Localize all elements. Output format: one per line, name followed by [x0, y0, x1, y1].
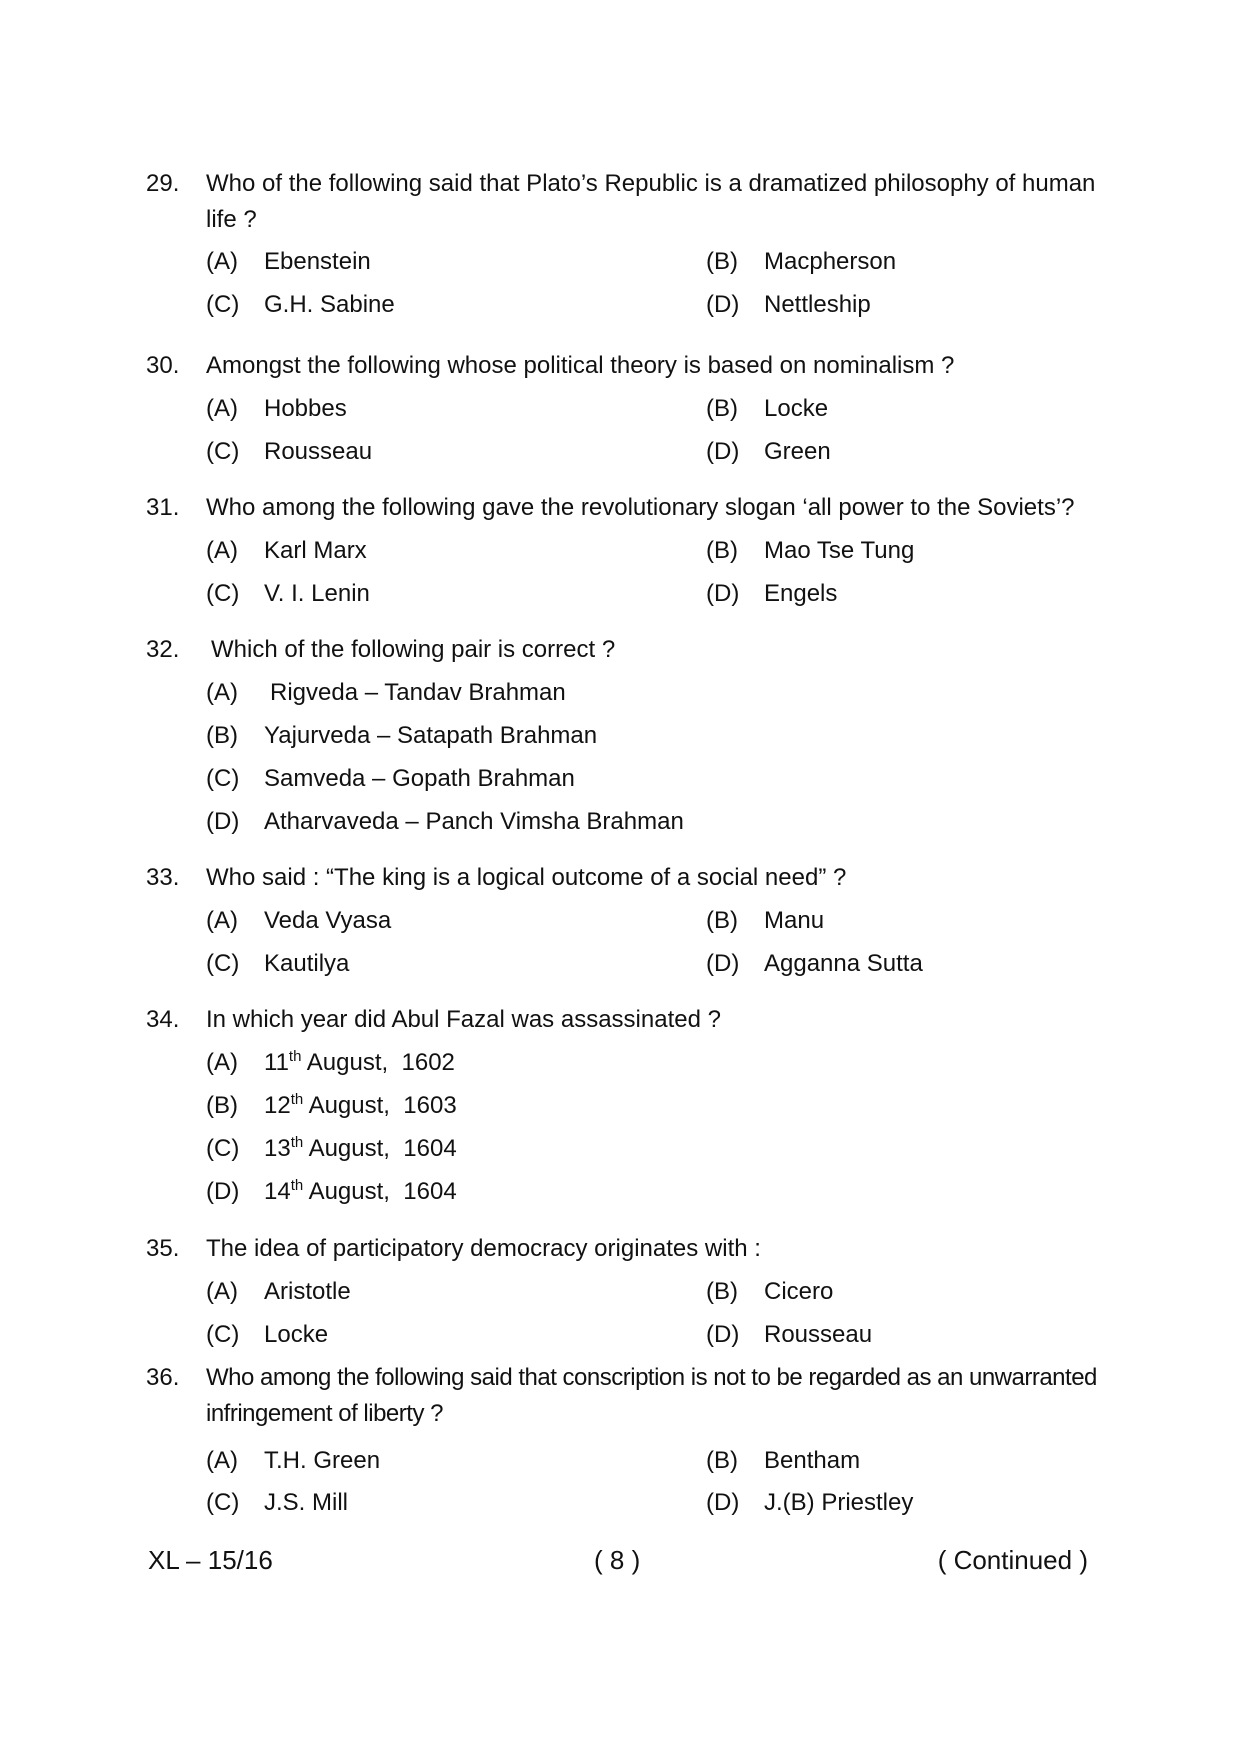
page-number: ( 8 ) — [594, 1545, 641, 1575]
question-number: 31. — [146, 494, 180, 521]
question-number: 36. — [146, 1364, 180, 1391]
paper-code: XL – 15/16 — [148, 1545, 273, 1575]
question-number: 30. — [146, 352, 180, 379]
question-text: Amongst the following whose political theory is based on nominalism ? — [206, 352, 955, 379]
question-text: In which year did Abul Fazal was assassinated ? — [206, 1006, 721, 1033]
question-number: 35. — [146, 1235, 180, 1262]
question-number: 33. — [146, 864, 180, 891]
question-number: 34. — [146, 1006, 180, 1033]
question-text: Who of the following said that Plato’s Republic is a dramatized philosophy of human life ? — [206, 170, 1096, 233]
continued-label: ( Continued ) — [937, 1545, 1088, 1575]
question-text: Who among the following gave the revolutionary slogan ‘all power to the Soviets’? — [206, 494, 1075, 521]
question-text: Which of the following pair is correct ? — [211, 636, 616, 663]
question-number: 29. — [146, 170, 180, 197]
question-number: 32. — [146, 636, 180, 663]
question-text: Who among the following said that conscription is not to be regarded as an unwarranted infringement of liberty ? — [206, 1364, 1097, 1427]
exam-page: 29. Who of the following said that Plato’s Republic is a dramatized philosophy of human life ? (A) Ebenstein (B) Macpherson (C) G.H. Sabine (D) Nettleship 30. Amongst the following whose political theory is based on nominalism ? (A) Hobbes (B) Locke (C) Rousseau (D) Green 31. Who among the following gave the revolutionary slogan ‘all power to the Soviets’? (A) Karl Marx (B) Mao Tse Tung (C) V. I. Lenin (D) Engels 32. Which of the following pair is correct ? (A) Rigveda – Tandav Brahman (B) Yajurveda – Satapath Brahman (C) Samveda – Gopath Brahman (D) Atharvaveda – Panch Vimsha Brahman 33. Who said : “The king is a logical outcome of a social need” ? (A) Veda Vyasa (B) Manu (C) Kautilya (D) Agganna Sutta 34. In which year did Abul Fazal was assassinated ? (A) 11th August, 1602 (B) 12th August, 1603 (C) 13th August, 1604 (D) 14th August, 1604 35. The idea of participatory democracy originates with : (A) Aristotle (B) Cicero (C) Locke (D) Rousseau 36. Who among the following said that conscription is not to be regarded as an unwarranted infringement of liberty ? (A) T.H. Green (B) Bentham (C) J.S. Mill (D) J.(B) Priestley XL – 15/16 ( 8 ) ( Continued ) — [0, 0, 1240, 1755]
question-text: The idea of participatory democracy originates with : — [206, 1235, 761, 1262]
question-text: Who said : “The king is a logical outcome of a social need” ? — [206, 864, 847, 891]
